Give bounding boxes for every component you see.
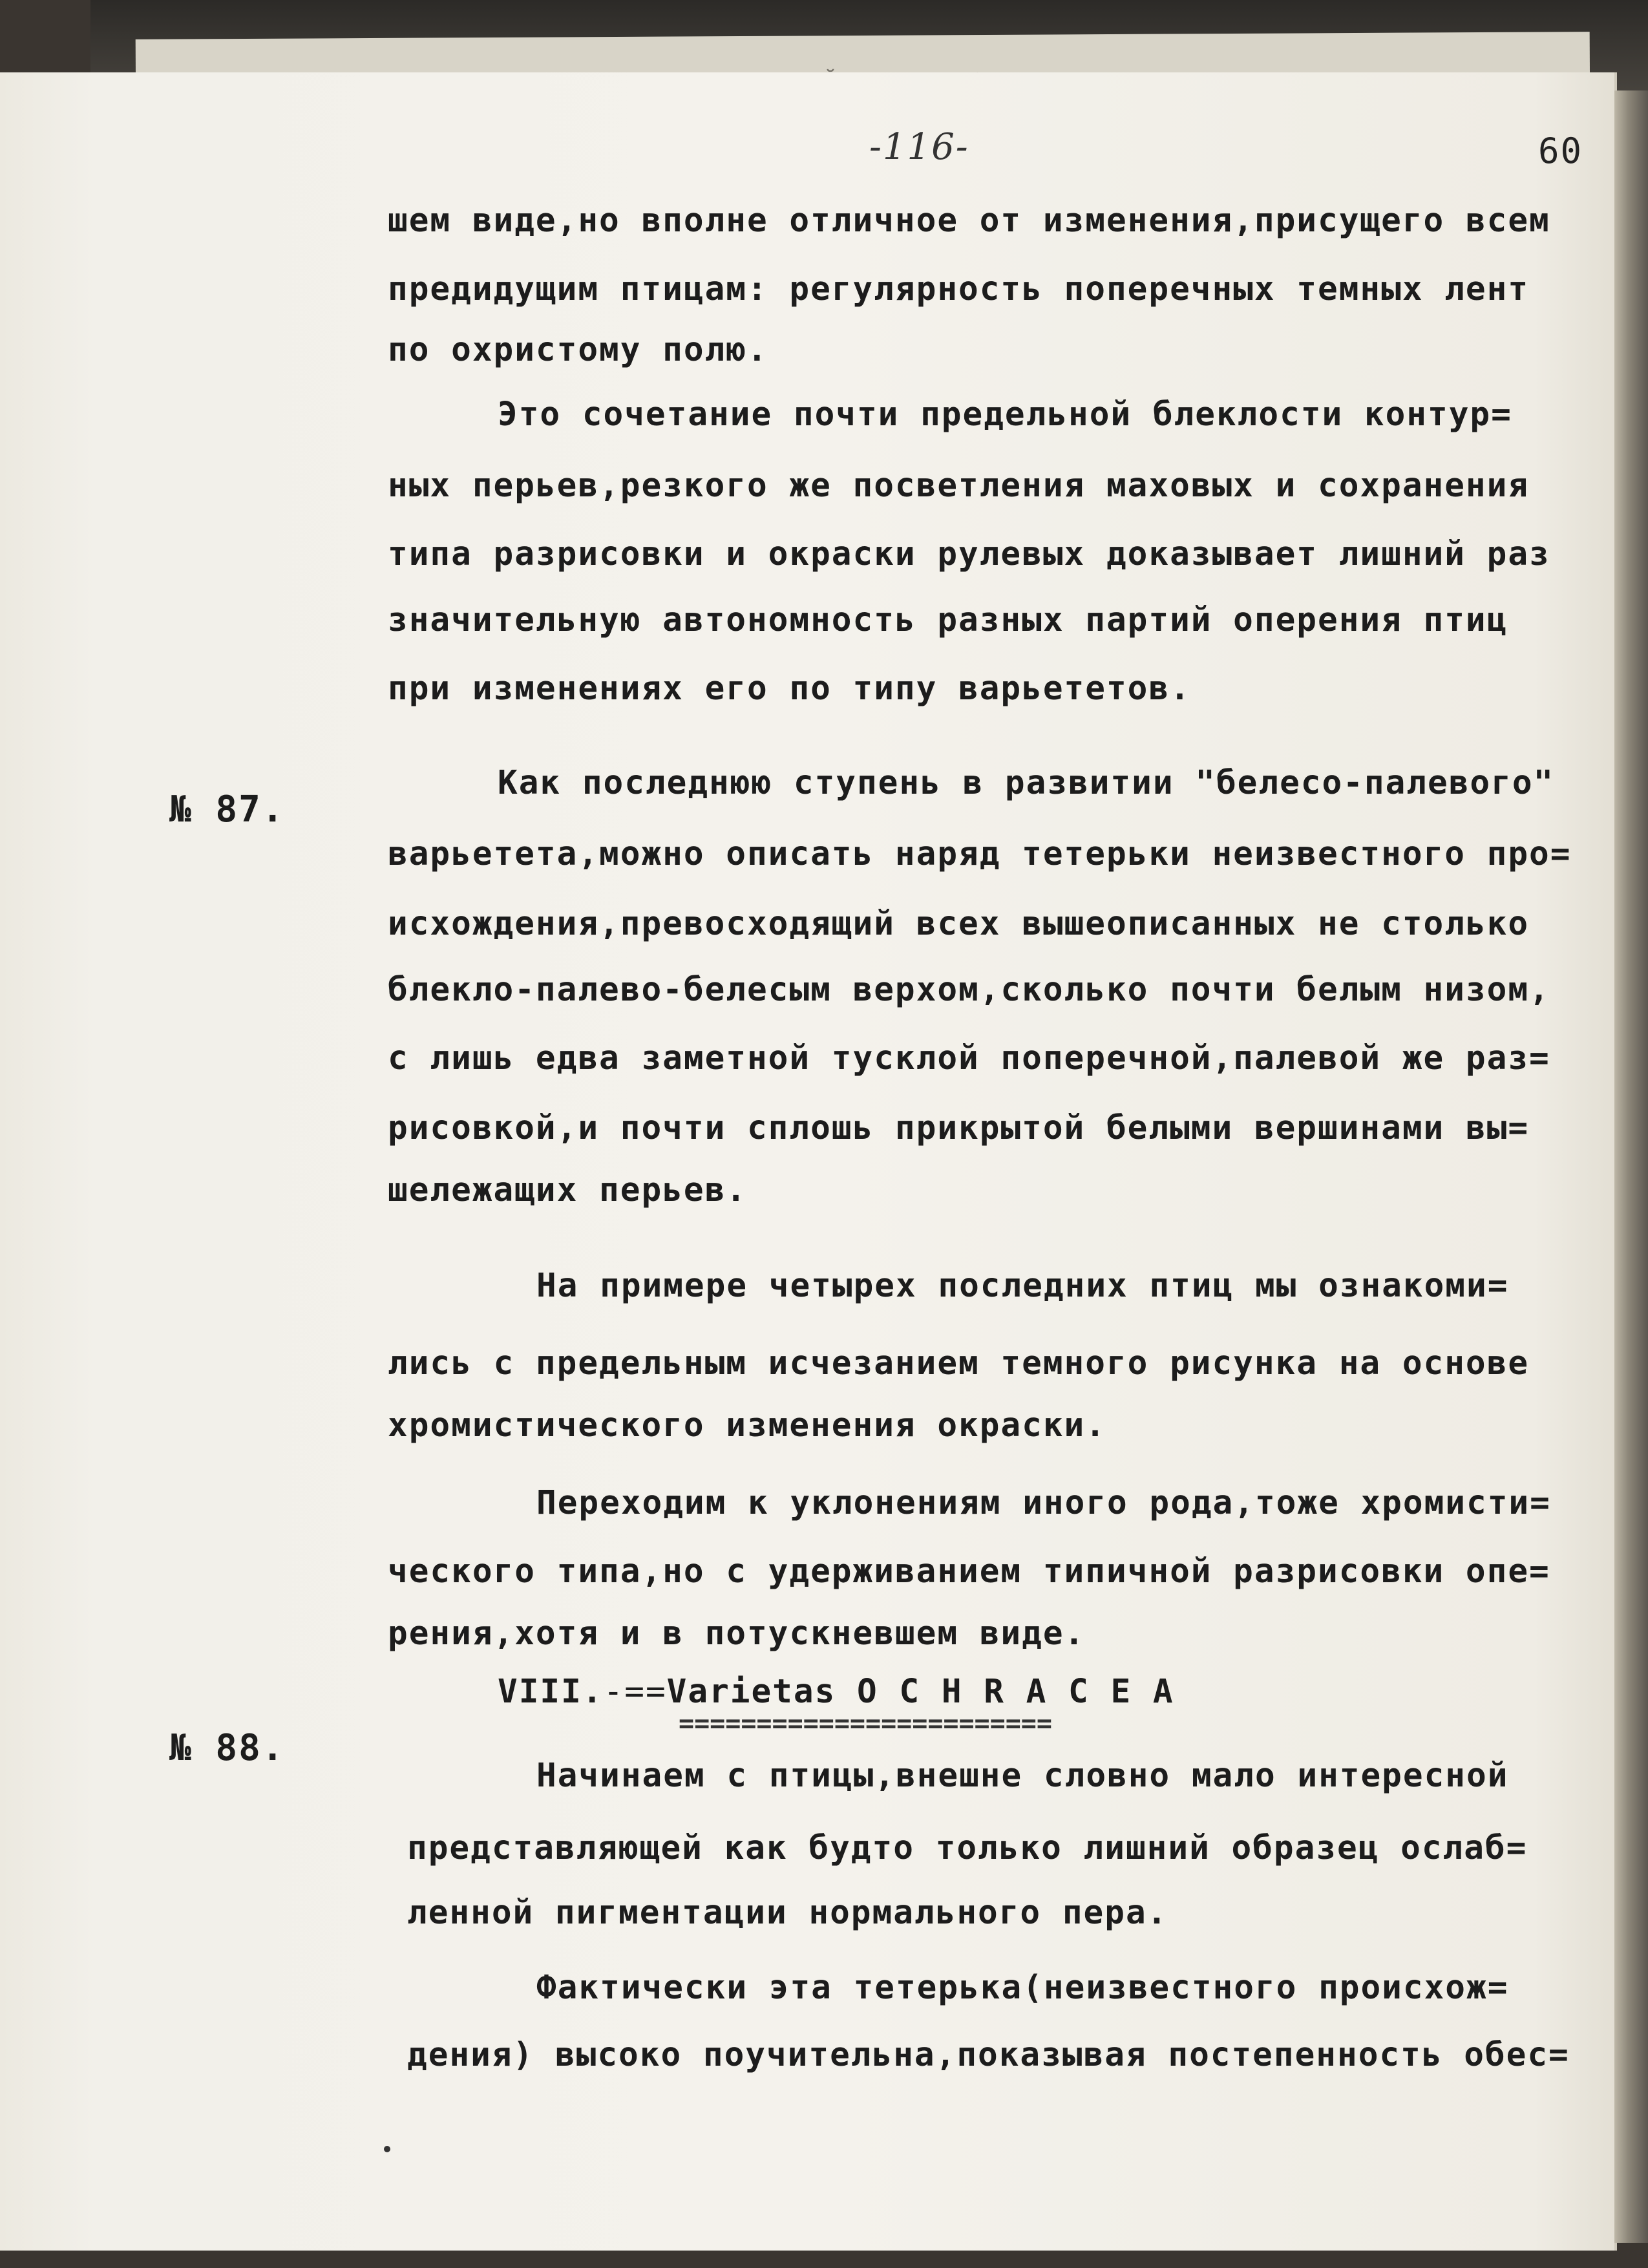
- body-line: ных перьев,резкого же посветления маховых и сохранения: [388, 467, 1530, 505]
- section-heading-underline: ========================: [679, 1709, 1052, 1739]
- body-line: шележащих перьев.: [388, 1171, 747, 1209]
- body-line: исхождения,превосходящий всех вышеописанных не столько: [388, 905, 1530, 943]
- section-numeral: VIII.: [498, 1673, 604, 1711]
- body-line: варьетета,можно описать наряд тетерьки неизвестного про=: [388, 835, 1572, 873]
- margin-entry-number: № 87.: [169, 789, 285, 831]
- page-number: 60: [1538, 131, 1583, 171]
- body-line: при изменениях его по типу варьететов.: [388, 670, 1191, 708]
- body-line: по охристому полю.: [388, 331, 768, 369]
- body-line: Начинаем с птицы,внешне словно мало интересной: [536, 1757, 1509, 1795]
- body-line: представляющей как будто только лишний образец ослаб=: [407, 1829, 1528, 1867]
- body-line: дения) высоко поучительна,показывая постепенность обес=: [407, 2036, 1570, 2074]
- page-stack-edge: [1614, 90, 1648, 2243]
- margin-entry-number: № 88.: [169, 1727, 285, 1769]
- ink-dot: [384, 2146, 390, 2152]
- body-line: значительную автономность разных партий оперения птиц: [388, 601, 1508, 639]
- body-line: рисовкой,и почти сплошь прикрытой белыми вершинами вы=: [388, 1109, 1530, 1147]
- section-heading: [498, 1673, 1174, 1711]
- body-line: с лишь едва заметной тусклой поперечной,палевой же раз=: [388, 1039, 1550, 1077]
- body-line: типа разрисовки и окраски рулевых доказывает лишний раз: [388, 535, 1550, 573]
- section-dashes: -==: [603, 1673, 667, 1711]
- body-line: ленной пигментации нормального пера.: [407, 1894, 1168, 1932]
- body-line: ческого типа,но с удерживанием типичной разрисовки опе=: [388, 1553, 1550, 1591]
- body-line: Фактически эта тетерька(неизвестного происхож=: [536, 1969, 1509, 2007]
- body-line: шем виде,но вполне отличное от изменения,присущего всем: [388, 202, 1550, 240]
- body-line: На примере четырех последних птиц мы ознакоми=: [536, 1267, 1509, 1305]
- body-line: лись с предельным исчезанием темного рисунка на основе: [388, 1344, 1530, 1383]
- body-line: рения,хотя и в потускневшем виде.: [388, 1615, 1086, 1653]
- body-line: Это сочетание почти предельной блеклости контур=: [498, 396, 1512, 434]
- body-line: блекло-палево-белесым верхом,сколько почти белым низом,: [388, 971, 1550, 1009]
- body-line: Как последнюю ступень в развитии "белесо-палевого": [498, 764, 1555, 802]
- body-line: хромистического изменения окраски.: [388, 1406, 1106, 1445]
- body-line: Переходим к уклонениям иного рода,тоже хромисти=: [536, 1484, 1551, 1522]
- body-line: предидущим птицам: регулярность поперечных темных лент: [388, 270, 1530, 308]
- sheet-number-handwritten: -116-: [869, 126, 969, 168]
- section-heading-label: Varietas O C H R A C E A: [666, 1673, 1174, 1711]
